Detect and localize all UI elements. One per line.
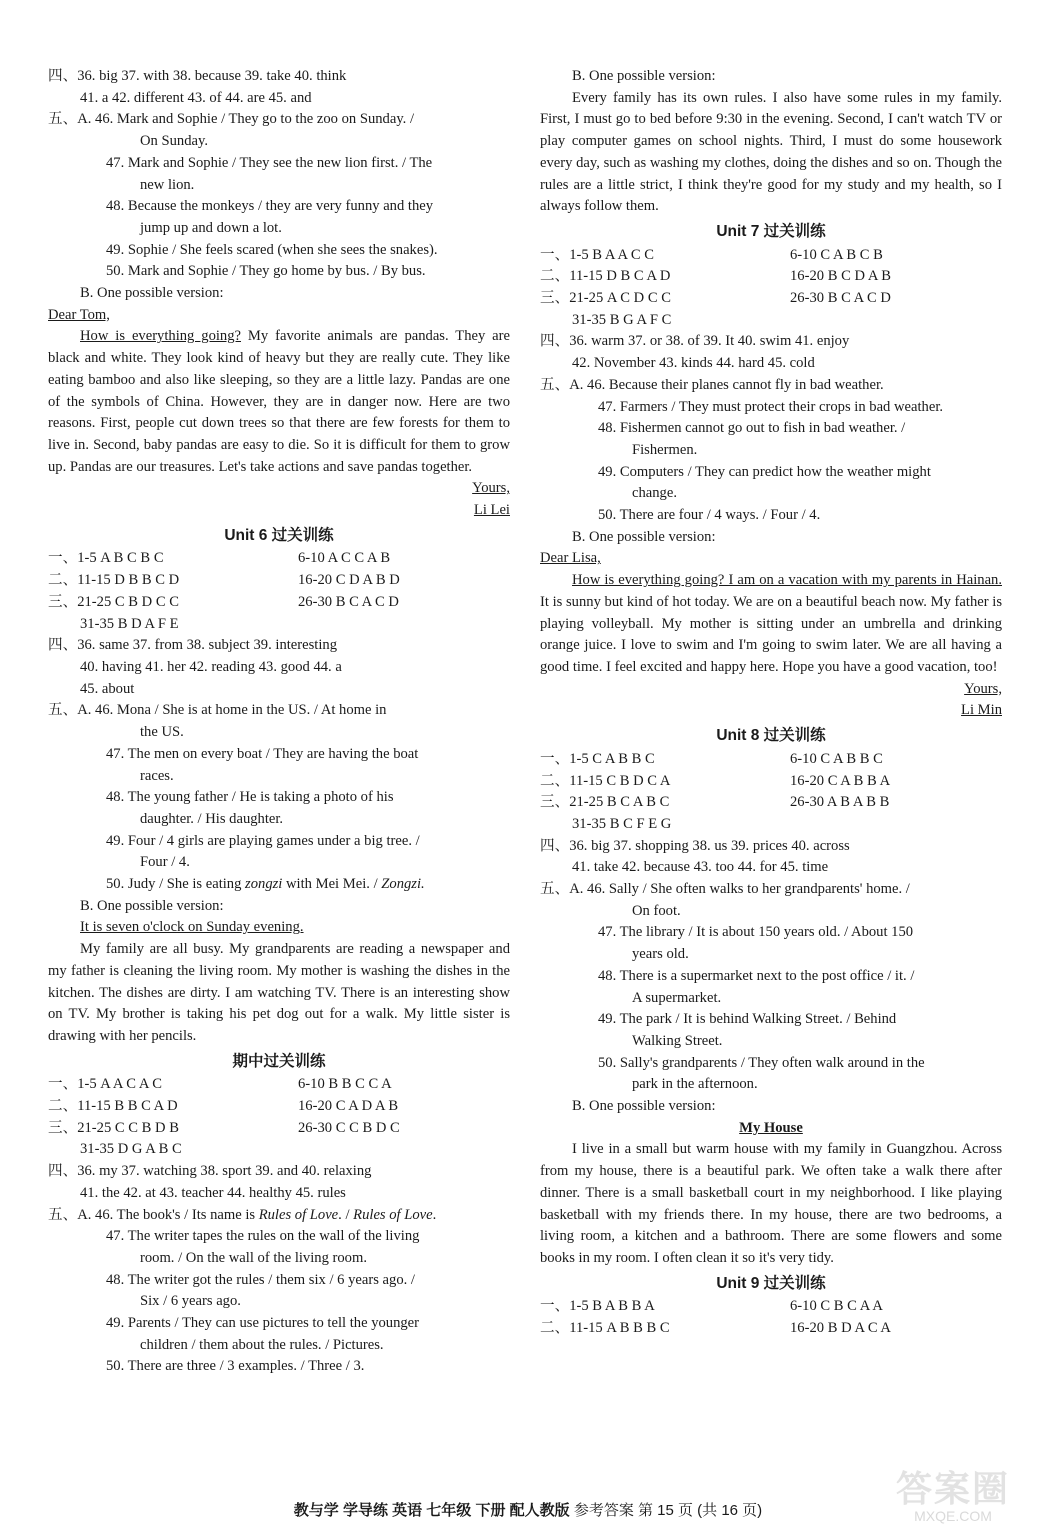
letter-closing: Yours,: [964, 680, 1002, 697]
answer-key: 二、11-15 C B D C A: [540, 772, 671, 789]
answer-line: years old.: [632, 946, 689, 963]
letter-signature: Li Lei: [473, 502, 510, 519]
answer-key: 26-30 B C A C D: [298, 593, 399, 610]
essay-underlined-opening: How is everything going?: [80, 328, 241, 345]
section-title: Unit 9 过关训练: [716, 1274, 826, 1292]
section-title: Unit 8 过关训练: [716, 727, 826, 745]
letter-salutation: Dear Tom,: [48, 306, 110, 323]
answer-line: 48. There is a supermarket next to the post office / it. /: [598, 967, 915, 984]
answer-line: 48. The writer got the rules / them six / 6 years ago. /: [106, 1271, 415, 1288]
essay-underlined-opening: It is seven o'clock on Sunday evening.: [80, 919, 304, 936]
answer-key: 一、1-5 C A B B C: [540, 750, 655, 767]
answer-line: 48. Because the monkeys / they are very funny and they: [106, 198, 434, 215]
answer-line: Walking Street.: [632, 1032, 723, 1049]
answer-line: 48. Fishermen cannot go out to fish in bad weather. /: [598, 420, 906, 437]
answer-key: 6-10 C A B C B: [790, 246, 883, 263]
answer-line: 五、A. 46. The book's / Its name is Rules of Love. / Rules of Love.: [48, 1206, 437, 1223]
answer-line: change.: [632, 485, 677, 502]
letter-salutation: Dear Lisa,: [540, 550, 601, 567]
answer-line: 五、A. 46. Mona / She is at home in the US. / At home in: [48, 702, 387, 719]
essay-title: My House: [739, 1119, 803, 1136]
section-title: Unit 6 过关训练: [224, 526, 334, 544]
answer-line: 41. the 42. at 43. teacher 44. healthy 45. rules: [80, 1184, 346, 1201]
essay-body: My favorite animals are pandas. They are black and white. They look kind of heavy but they are really cute. They like eating bamboo and also like sleeping, so they are a little lazy. Pandas are one of the symbols of China. However, they are in danger now. Here are two reasons. First, people cut down trees so that there are few forests for them to live in. Second, baby pandas are easy to die. So it is difficult for them to grow up. Pandas are our treasures. Let's take actions and save pandas together.: [48, 328, 510, 475]
answer-line: 42. November 43. kinds 44. hard 45. cold: [572, 355, 815, 372]
answer-line: B. One possible version:: [572, 68, 716, 84]
answer-key: 16-20 B C D A B: [790, 268, 891, 285]
answer-line: 41. take 42. because 43. too 44. for 45. time: [572, 859, 829, 876]
answer-key: 31-35 B C F E G: [572, 815, 672, 832]
essay-paragraph: [48, 326, 510, 478]
essay-paragraph: [540, 570, 1002, 679]
answer-key: 一、1-5 B A A C C: [540, 246, 654, 263]
answer-key: 26-30 A B A B B: [790, 794, 890, 811]
answer-key: 26-30 C C B D C: [298, 1119, 400, 1136]
answer-line: 49. Computers / They can predict how the weather might: [598, 463, 931, 480]
footer-book-info: 教与学 学导练 英语 七年级 下册 配人教版: [293, 1502, 570, 1519]
answer-key: 31-35 B G A F C: [572, 311, 672, 328]
answer-line: park in the afternoon.: [632, 1076, 758, 1093]
answer-line: Four / 4.: [140, 854, 190, 871]
answer-line: Six / 6 years ago.: [140, 1293, 241, 1310]
answer-line: 四、36. big 37. with 38. because 39. take 40. think: [48, 68, 347, 84]
answer-line: 四、36. my 37. watching 38. sport 39. and 40. relaxing: [48, 1163, 372, 1180]
letter-signature: Li Min: [961, 702, 1002, 719]
answer-line: 49. Four / 4 girls are playing games under a big tree. /: [106, 832, 420, 849]
answer-line: 50. There are three / 3 examples. / Three / 3.: [106, 1358, 365, 1375]
answer-line: 49. Sophie / She feels scared (when she sees the snakes).: [106, 241, 438, 258]
answer-line: 47. The men on every boat / They are having the boat: [106, 745, 419, 762]
essay-paragraph: Every family has its own rules. I also have some rules in my family. First, I must go to bed before 9:30 in the evening. Second, I can't watch TV or play computer games on school nights. Third, I must do some housework every day, such as washing my clothes, doing the dishes and so on. Though the rules are a little strict, I think they're good for my study and my health, so I always follow them.: [540, 89, 1002, 215]
answer-line: daughter. / His daughter.: [140, 810, 284, 827]
answer-line: 五、A. 46. Sally / She often walks to her grandparents' home. /: [540, 881, 910, 898]
answer-key: 三、21-25 A C D C C: [540, 290, 671, 307]
answer-line: 50. Judy / She is eating zongzi with Mei Mei. / Zongzi.: [106, 876, 425, 893]
answer-line: 41. a 42. different 43. of 44. are 45. and: [80, 89, 312, 106]
answer-key: 一、1-5 A B C B C: [48, 550, 164, 567]
answer-key: 三、21-25 B C A B C: [540, 794, 670, 811]
footer-page-info: 参考答案 第 15 页 (共 16 页): [573, 1502, 763, 1519]
answer-line: children / them about the rules. / Pictures.: [140, 1336, 384, 1353]
answer-line: 47. Farmers / They must protect their crops in bad weather.: [598, 398, 944, 415]
answer-line: B. One possible version:: [80, 285, 224, 302]
right-column: [540, 66, 1002, 1340]
answer-line: 40. having 41. her 42. reading 43. good 44. a: [80, 658, 342, 675]
page-footer: [48, 1499, 1008, 1520]
answer-line: the US.: [140, 724, 184, 741]
answer-line: B. One possible version:: [80, 897, 224, 914]
essay-body: It is sunny but kind of hot today. We are on a beautiful beach now. My father is playing volleyball. My mother is sitting under an umbrella and drinking orange juice. I love to swim and I'm going to swim later. We are all having a good time. I feel excited and happy here. Hope you have a good vacation, too!: [540, 593, 1002, 675]
answer-line: 五、A. 46. Mark and Sophie / They go to the zoo on Sunday. /: [48, 111, 415, 128]
answer-key: 三、21-25 C C B D B: [48, 1119, 179, 1136]
answer-line: 50. There are four / 4 ways. / Four / 4.: [598, 507, 821, 524]
section-title: Unit 7 过关训练: [716, 222, 826, 240]
essay-paragraph: My family are all busy. My grandparents are reading a newspaper and my father is cleaning the living room. My mother is washing the dishes in the kitchen. The dishes are dirty. I am watching TV. There is an interesting show on TV. My brother is taking his pet dog out for a walk. My little sister is drawing with her pencils.: [48, 941, 510, 1044]
answer-line: room. / On the wall of the living room.: [140, 1249, 367, 1266]
answer-line: B. One possible version:: [572, 1098, 716, 1115]
answer-key: 二、11-15 B B C A D: [48, 1098, 178, 1115]
answer-key: 6-10 C B C A A: [790, 1298, 883, 1315]
watermark-logo: 答案圈: [895, 1468, 1010, 1509]
answer-line: On foot.: [632, 902, 681, 919]
answer-key: 6-10 A C C A B: [298, 550, 391, 567]
answer-line: races.: [140, 767, 174, 784]
answer-key: 16-20 C A D A B: [298, 1098, 399, 1115]
answer-key: 16-20 C A B B A: [790, 772, 891, 789]
answer-line: 50. Mark and Sophie / They go home by bus. / By bus.: [106, 263, 426, 280]
answer-line: jump up and down a lot.: [140, 219, 282, 236]
watermark: [868, 1470, 1038, 1530]
answer-key: 二、11-15 A B B B C: [540, 1320, 670, 1337]
answer-line: 47. The writer tapes the rules on the wall of the living: [106, 1228, 420, 1245]
answer-key: 二、11-15 D B C A D: [540, 268, 671, 285]
answer-line: Fishermen.: [632, 441, 698, 458]
answer-line: new lion.: [140, 176, 195, 193]
answer-key: 二、11-15 D B B C D: [48, 572, 180, 589]
answer-line: 四、36. big 37. shopping 38. us 39. prices 40. across: [540, 837, 850, 854]
answer-line: 五、A. 46. Because their planes cannot fly in bad weather.: [540, 376, 884, 393]
watermark-url: MXQE.COM: [914, 1508, 992, 1524]
answer-line: 49. The park / It is behind Walking Street. / Behind: [598, 1011, 897, 1028]
answer-line: 49. Parents / They can use pictures to tell the younger: [106, 1315, 420, 1332]
answer-key: 6-10 B B C C A: [298, 1076, 392, 1093]
answer-line: 四、36. same 37. from 38. subject 39. interesting: [48, 637, 337, 654]
answer-line: B. One possible version:: [572, 528, 716, 545]
answer-key: 一、1-5 A A C A C: [48, 1076, 162, 1093]
letter-closing: Yours,: [472, 480, 510, 497]
essay-paragraph: I live in a small but warm house with my family in Guangzhou. Across from my house, there is a beautiful park. We often take a walk there after dinner. There is a small basketball court in my neighborhood. I like playing basketball with my friends there. In my house, there are two bedrooms, a living room, a kitchen and a bathroom. There are some flowers and some books in my room. I often clean it so it's very tidy.: [540, 1141, 1002, 1266]
answer-line: A supermarket.: [632, 989, 722, 1006]
answer-line: 45. about: [80, 680, 135, 697]
answer-key: 6-10 C A B B C: [790, 750, 883, 767]
answer-key: 三、21-25 C B D C C: [48, 593, 179, 610]
section-title: 期中过关训练: [232, 1052, 326, 1070]
answer-key: 31-35 D G A B C: [80, 1141, 182, 1158]
answer-line: 50. Sally's grandparents / They often walk around in the: [598, 1054, 925, 1071]
answer-key: 31-35 B D A F E: [80, 615, 179, 632]
answer-key: 16-20 B D A C A: [790, 1320, 891, 1337]
left-column: [48, 66, 510, 1378]
answer-line: 47. Mark and Sophie / They see the new lion first. / The: [106, 154, 433, 171]
answer-line: 48. The young father / He is taking a photo of his: [106, 789, 394, 806]
answer-line: 四、36. warm 37. or 38. of 39. It 40. swim 41. enjoy: [540, 333, 850, 350]
answer-line: On Sunday.: [140, 133, 208, 150]
essay-underlined-opening: How is everything going? I am on a vacation with my parents in Hainan.: [572, 572, 1002, 589]
answer-key: 26-30 B C A C D: [790, 290, 891, 307]
answer-key: 一、1-5 B A B B A: [540, 1298, 655, 1315]
answer-line: 47. The library / It is about 150 years old. / About 150: [598, 924, 914, 941]
answer-key: 16-20 C D A B D: [298, 572, 400, 589]
